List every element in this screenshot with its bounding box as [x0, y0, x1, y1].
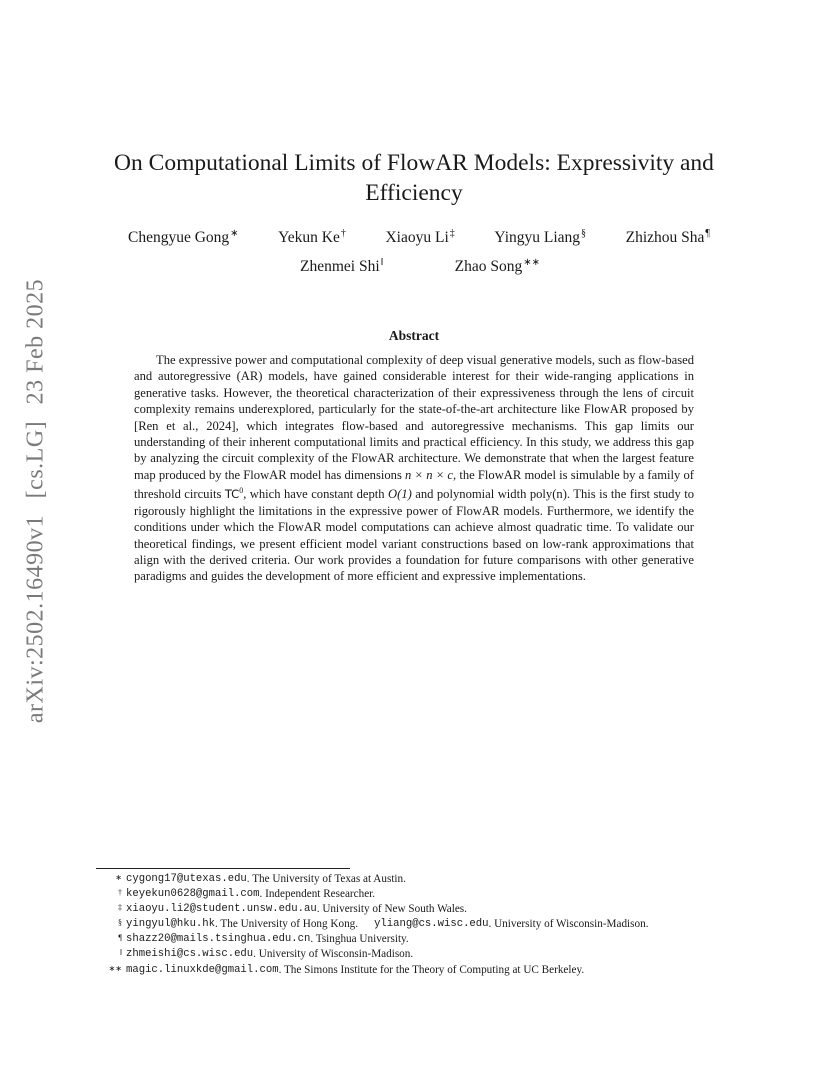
email-link[interactable]: shazz20@mails.tsinghua.edu.cn: [126, 933, 311, 946]
email-link[interactable]: xiaoyu.li2@student.unsw.edu.au: [126, 903, 317, 916]
email-link[interactable]: zhmeishi@cs.wisc.edu: [126, 948, 254, 961]
footnote-rule: [96, 868, 350, 869]
author: Xiaoyu Li‡: [385, 228, 455, 246]
footnotes: [104, 872, 744, 978]
tc-class: TC: [224, 487, 240, 502]
abstract-heading: Abstract: [388, 328, 440, 343]
footnote: ‡ xiaoyu.li2@student.unsw.edu.au . University of New South Wales.: [104, 902, 744, 917]
email-link[interactable]: keyekun0628@gmail.com: [126, 888, 260, 901]
author: Chengyue Gong∗: [128, 228, 239, 246]
footnote: § yingyul@hku.hk . The University of Hong Kong. yliang@cs.wisc.edu . University of Wisconsin-Madison.: [104, 917, 744, 932]
footnote: ∗∗ magic.linuxkde@gmail.com . The Simons Institute for the Theory of Computing at UC Berkeley.: [104, 963, 744, 978]
arxiv-category: [cs.LG]: [22, 420, 49, 499]
email-link[interactable]: magic.linuxkde@gmail.com: [126, 963, 279, 976]
arxiv-date: 23 Feb 2025: [22, 278, 49, 405]
email-link[interactable]: cygong17@utexas.edu: [126, 873, 247, 885]
paper-title: On Computational Limits of FlowAR Models: Expressivity and Efficiency: [114, 150, 714, 206]
arxiv-id: arXiv:2502.16490v1: [22, 514, 49, 724]
footnote: ‖ zhmeishi@cs.wisc.edu . University of Wisconsin-Madison.: [104, 947, 744, 962]
author-list-row2: [300, 257, 540, 276]
author: Zhenmei Shi‖: [300, 257, 384, 275]
author-list: [128, 228, 710, 247]
author: Zhao Song∗∗: [454, 257, 540, 275]
width-bound: poly(n): [529, 487, 567, 502]
footnote: † keyekun0628@gmail.com . Independent Researcher.: [104, 887, 744, 902]
feature-map-dims: n × n × c: [405, 467, 453, 482]
footnote: ∗ cygong17@utexas.edu . The University of Texas at Austin.: [104, 872, 744, 887]
author: Yekun Ke†: [278, 228, 346, 246]
footnote: ¶ shazz20@mails.tsinghua.edu.cn . Tsinghua University.: [104, 932, 744, 947]
email-link[interactable]: yingyul@hku.hk: [126, 918, 216, 931]
author: Yingyu Liang§: [494, 228, 587, 246]
email-link[interactable]: yliang@cs.wisc.edu: [374, 918, 489, 931]
depth-bound: O(1): [388, 487, 412, 502]
author: Zhizhou Sha¶: [625, 228, 710, 246]
abstract-body: The expressive power and computational complexity of deep visual generative models, such as flow-based and autoregressive (AR) models, have gained considerable interest for their wide-ranging applications in generative tasks. However, the theoretical characterization of their expressiveness through the lens of circuit complexity remains underexplored, particularly for the state-of-the-art architecture like FlowAR proposed by [Ren et al., 2024], which integrates flow-based and autoregressive mechanisms. This gap limits our understanding of their inherent computational limits and practical efficiency. In this study, we address this gap by analyzing the circuit complexity of the FlowAR architecture. We demonstrate that when the largest feature map produced by the FlowAR model has dimensions n × n × c, the FlowAR model is simulable by a family of threshold circuits $TC^0$, which have constant depth O(1) and polynomial width poly(n). This is the first study to rigorously highlight the limitations in the expressive power of FlowAR models. Furthermore, we identify the conditions under which the FlowAR model computations can achieve almost quadratic time. To validate our theoretical findings, we present efficient model variant constructions based on low-rank approximations that align with the derived criteria. Our work provides a foundation for future comparisons with other generative paradigms and guides the development of more efficient and expressive implementations.: [134, 353, 694, 584]
